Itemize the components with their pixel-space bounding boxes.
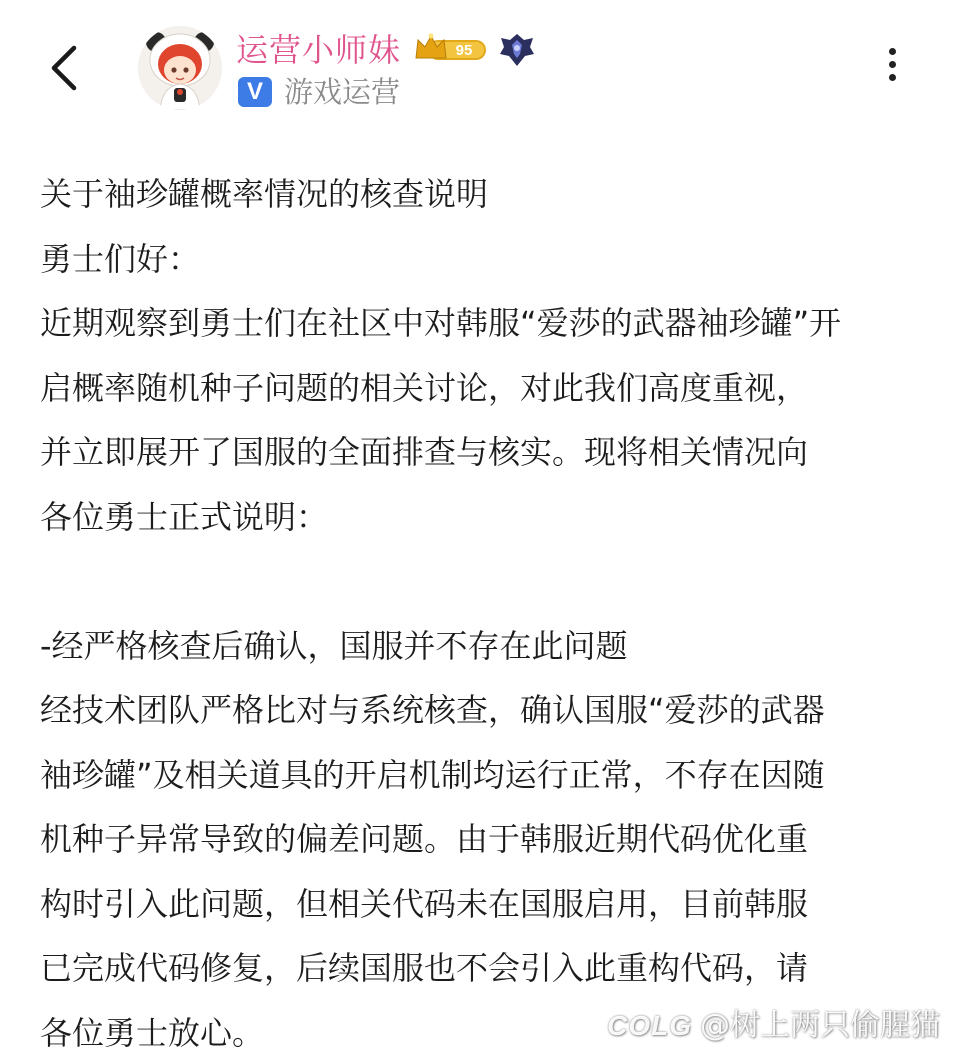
intro-line: 并立即展开了国服的全面排查与核实。现将相关情况向 xyxy=(40,433,809,471)
user-role: 游戏运营 xyxy=(284,75,401,109)
paragraph-spacer xyxy=(40,549,930,614)
section-heading: -经严格核查后确认，国服并不存在此问题 xyxy=(40,626,628,665)
chevron-left-icon xyxy=(40,40,92,96)
avatar-image xyxy=(138,26,222,110)
watermark xyxy=(607,1006,940,1046)
section-line: 机种子异常导致的偏差问题。由于韩服近期代码优化重 xyxy=(40,820,809,858)
section-line: 构时引入此问题，但相关代码未在国服启用，目前韩服 xyxy=(40,884,809,923)
crown-level-badge-icon xyxy=(414,32,488,66)
section-line: 已完成代码修复，后续国服也不会引入此重构代码，请 xyxy=(40,949,809,987)
verified-icon: V xyxy=(238,77,272,107)
more-vertical-icon xyxy=(878,48,906,81)
post-title: 关于袖珍罐概率情况的核查说明 xyxy=(40,175,489,213)
post-header xyxy=(0,0,960,130)
post-content xyxy=(40,162,930,1064)
section-line: 经技术团队严格比对与系统核查，确认国服“爱莎的武器 xyxy=(40,691,825,729)
username[interactable]: 运营小师妹 xyxy=(236,31,402,69)
level-number: 95 xyxy=(455,42,473,59)
post-greeting: 勇士们好： xyxy=(40,239,201,278)
intro-line: 近期观察到勇士们在社区中对韩服“爱莎的武器袖珍罐”开 xyxy=(40,304,842,342)
section-line: 各位勇士放心。 xyxy=(40,1013,265,1052)
intro-line: 启概率随机种子问题的相关讨论，对此我们高度重视， xyxy=(40,368,809,407)
watermark-text: @树上两只偷腥猫 xyxy=(700,1008,940,1043)
section-line: 袖珍罐”及相关道具的开启机制均运行正常，不存在因随 xyxy=(40,755,825,794)
intro-line: 各位勇士正式说明： xyxy=(40,497,329,536)
more-options-button[interactable] xyxy=(878,48,906,90)
rank-emblem-icon xyxy=(498,32,536,68)
level-badge xyxy=(414,32,488,66)
rank-badge xyxy=(498,32,536,68)
back-button[interactable] xyxy=(40,40,92,96)
watermark-logo: COLG xyxy=(607,1010,692,1041)
avatar[interactable] xyxy=(138,26,222,110)
